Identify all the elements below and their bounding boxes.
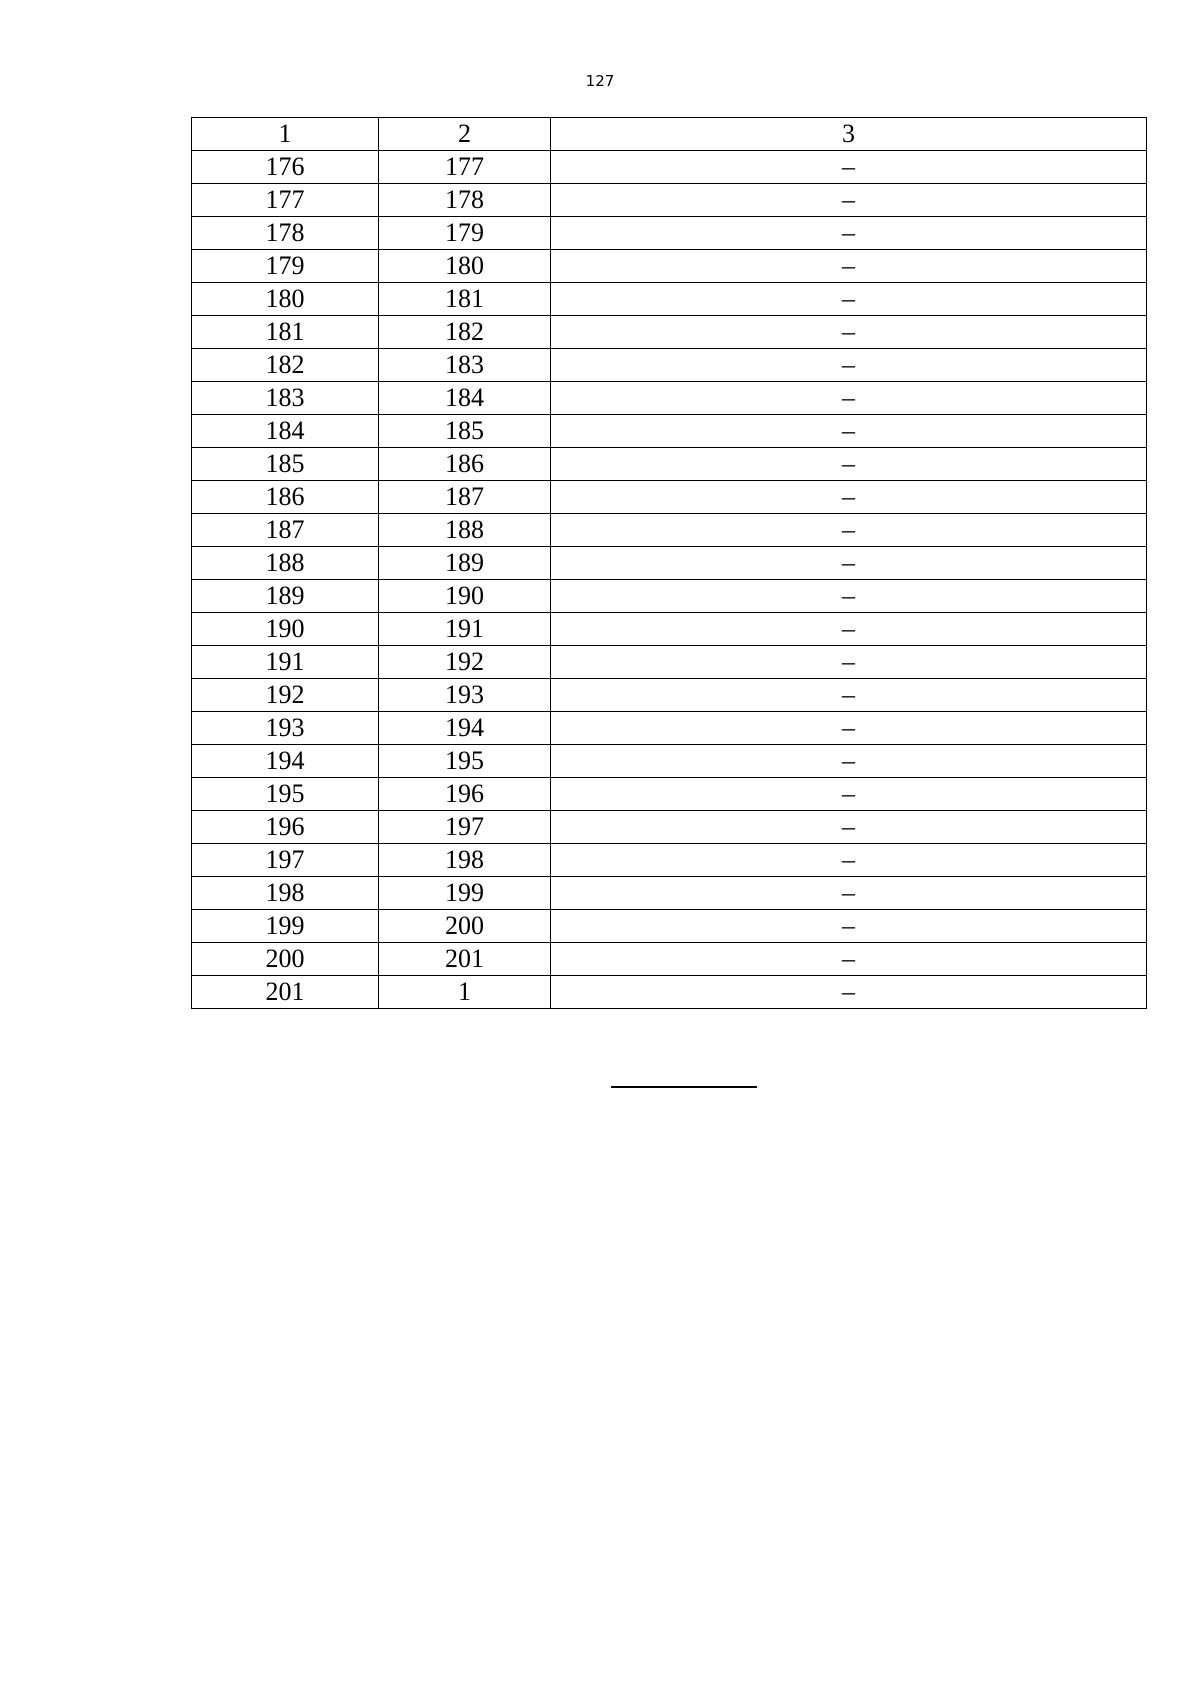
table-cell-col-3: – [551,976,1147,1009]
table-cell-col-3: – [551,316,1147,349]
table-cell-col-2: 189 [379,547,551,580]
table-cell-col-1: 197 [192,844,379,877]
table-row [192,547,1147,580]
table-cell-col-2: 193 [379,679,551,712]
table-row [192,811,1147,844]
table-cell-col-3: – [551,217,1147,250]
table-cell-col-2: 197 [379,811,551,844]
table-row [192,250,1147,283]
table-cell-col-1: 181 [192,316,379,349]
table-cell-col-2: 199 [379,877,551,910]
table-cell-col-1: 199 [192,910,379,943]
table-cell-col-3: – [551,283,1147,316]
table-cell-col-3: – [551,547,1147,580]
table-cell-col-3: – [551,811,1147,844]
table-cell-col-3: – [551,877,1147,910]
table-cell-col-1: 177 [192,184,379,217]
column-header-3: 3 [551,118,1147,151]
table-cell-col-1: 196 [192,811,379,844]
table-cell-col-3: – [551,514,1147,547]
table-row [192,184,1147,217]
table-row [192,679,1147,712]
table-row [192,283,1147,316]
table-cell-col-3: – [551,613,1147,646]
table-cell-col-1: 192 [192,679,379,712]
table-row [192,943,1147,976]
table-cell-col-2: 187 [379,481,551,514]
table-body [192,118,1147,1009]
data-table [191,117,1147,1009]
table-cell-col-1: 178 [192,217,379,250]
table-cell-col-2: 192 [379,646,551,679]
table-cell-col-1: 184 [192,415,379,448]
table-row [192,712,1147,745]
table-cell-col-1: 201 [192,976,379,1009]
table-row [192,448,1147,481]
table-cell-col-1: 185 [192,448,379,481]
table-row [192,151,1147,184]
table-row [192,217,1147,250]
table-cell-col-1: 195 [192,778,379,811]
table-row [192,514,1147,547]
table-cell-col-3: – [551,448,1147,481]
table-cell-col-1: 191 [192,646,379,679]
table-cell-col-1: 198 [192,877,379,910]
table-row [192,844,1147,877]
table-cell-col-2: 181 [379,283,551,316]
table-cell-col-3: – [551,580,1147,613]
table-cell-col-2: 179 [379,217,551,250]
column-header-2: 2 [379,118,551,151]
table-row [192,613,1147,646]
table-cell-col-3: – [551,679,1147,712]
table-cell-col-1: 180 [192,283,379,316]
table-cell-col-2: 180 [379,250,551,283]
table-cell-col-3: – [551,646,1147,679]
table-cell-col-2: 198 [379,844,551,877]
table-cell-col-2: 190 [379,580,551,613]
table-row [192,910,1147,943]
table-cell-col-2: 183 [379,349,551,382]
table-cell-col-1: 188 [192,547,379,580]
table-cell-col-1: 193 [192,712,379,745]
table-cell-col-3: – [551,910,1147,943]
table-cell-col-1: 182 [192,349,379,382]
table-cell-col-1: 183 [192,382,379,415]
table-row [192,349,1147,382]
table-cell-col-2: 201 [379,943,551,976]
table-row [192,745,1147,778]
table-cell-col-2: 186 [379,448,551,481]
table-cell-col-3: – [551,184,1147,217]
table-cell-col-3: – [551,415,1147,448]
table-cell-col-2: 182 [379,316,551,349]
table-row [192,976,1147,1009]
table-cell-col-3: – [551,349,1147,382]
table-cell-col-1: 187 [192,514,379,547]
table-cell-col-2: 195 [379,745,551,778]
table-cell-col-3: – [551,778,1147,811]
table-cell-col-3: – [551,250,1147,283]
table-row [192,646,1147,679]
table-cell-col-1: 200 [192,943,379,976]
table-row [192,316,1147,349]
table-row [192,877,1147,910]
table-cell-col-2: 188 [379,514,551,547]
table-cell-col-2: 200 [379,910,551,943]
table-cell-col-3: – [551,712,1147,745]
table-cell-col-2: 185 [379,415,551,448]
table-row [192,481,1147,514]
table-header-row [192,118,1147,151]
table-cell-col-1: 179 [192,250,379,283]
table-cell-col-3: – [551,943,1147,976]
table-cell-col-1: 186 [192,481,379,514]
table-row [192,382,1147,415]
table-cell-col-2: 184 [379,382,551,415]
end-of-section-rule [611,1086,757,1088]
table-cell-col-1: 190 [192,613,379,646]
table-cell-col-3: – [551,382,1147,415]
table-row [192,415,1147,448]
table-cell-col-2: 177 [379,151,551,184]
page-number: 127 [585,72,615,90]
table-row [192,580,1147,613]
table-cell-col-2: 191 [379,613,551,646]
table-cell-col-1: 194 [192,745,379,778]
table-cell-col-2: 1 [379,976,551,1009]
table-cell-col-3: – [551,844,1147,877]
table-cell-col-3: – [551,745,1147,778]
column-header-1: 1 [192,118,379,151]
table-cell-col-3: – [551,481,1147,514]
table-cell-col-2: 178 [379,184,551,217]
table-cell-col-1: 189 [192,580,379,613]
table-cell-col-3: – [551,151,1147,184]
table-row [192,778,1147,811]
table-cell-col-2: 196 [379,778,551,811]
table-cell-col-1: 176 [192,151,379,184]
table-cell-col-2: 194 [379,712,551,745]
